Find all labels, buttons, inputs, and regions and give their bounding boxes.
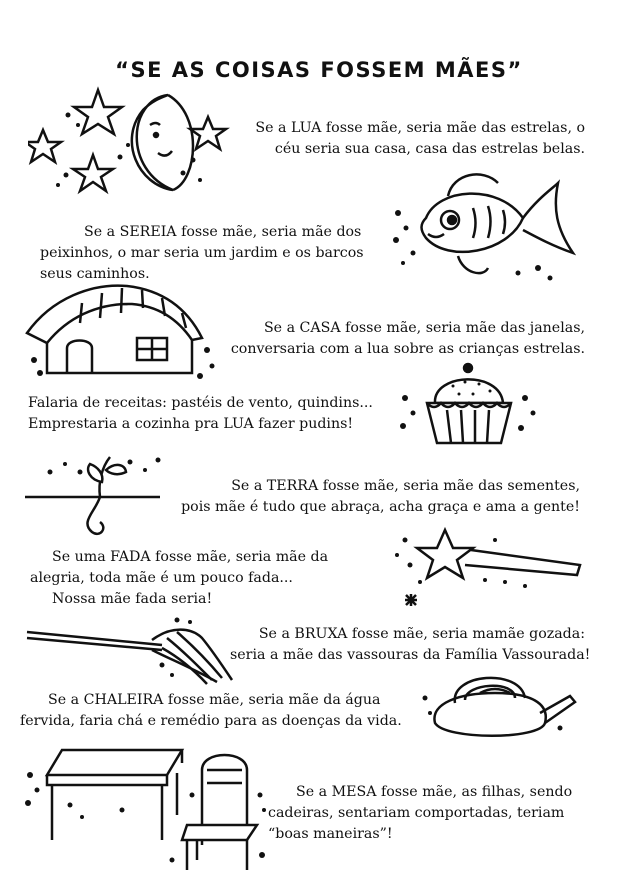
stanza-bruxa	[230, 624, 591, 666]
stanza-line: conversaria com a lua sobre as crianças estrelas.	[230, 341, 585, 357]
moon-stars-icon	[28, 85, 238, 210]
broom-icon	[22, 610, 252, 690]
stanza-line: Nossa mãe fada seria!	[52, 591, 213, 607]
stanza-line: Falaria de receitas: pastéis de vento, quindins...	[28, 395, 373, 411]
stanza-line: Se a BRUXA fosse mãe, seria mamãe gozada:	[258, 626, 585, 642]
sprout-icon	[20, 452, 170, 542]
stanza-line: Se a CASA fosse mãe, seria mãe das janelas,	[263, 320, 585, 336]
stanza-line: seus caminhos.	[40, 266, 150, 282]
stanza-line: céu seria sua casa, casa das estrelas belas.	[274, 141, 585, 157]
cupcake-icon	[395, 358, 545, 453]
stanza-chaleira	[20, 690, 430, 732]
stanza-line: peixinhos, o mar seria um jardim e os barcos	[40, 245, 364, 261]
stanza-lua	[245, 118, 585, 160]
stanza-sereia	[40, 222, 380, 285]
house-icon	[22, 278, 222, 383]
stanza-line: fervida, faria chá e remédio para as doenças da vida.	[20, 713, 402, 729]
stanza-line: alegria, toda mãe é um pouco fada...	[30, 570, 293, 586]
stanza-line: “boas maneiras”!	[268, 826, 393, 842]
stanza-casa	[200, 318, 585, 360]
stanza-fada	[30, 547, 380, 610]
table-chair-icon	[22, 735, 272, 875]
stanza-line: Se a SEREIA fosse mãe, seria mãe dos	[84, 224, 362, 240]
stanza-line: Se a LUA fosse mãe, seria mãe das estrelas, o	[255, 120, 585, 136]
stanza-line: Emprestaria a cozinha pra LUA fazer pudins!	[28, 416, 354, 432]
stanza-line: Se a MESA fosse mãe, as filhas, sendo	[296, 784, 573, 800]
stanza-receitas	[28, 393, 378, 435]
stanza-line: Se a TERRA fosse mãe, seria mãe das sementes,	[231, 478, 580, 494]
stanza-line: seria a mãe das vassouras da Família Vassourada!	[230, 647, 591, 663]
stanza-mesa	[268, 782, 588, 845]
stanza-line: Se uma FADA fosse mãe, seria mãe da	[52, 549, 329, 565]
kettle-icon	[420, 668, 580, 748]
stanza-line: pois mãe é tudo que abraça, acha graça e ama a gente!	[181, 499, 580, 515]
shooting-star-icon	[385, 520, 585, 620]
stanza-line: Se a CHALEIRA fosse mãe, seria mãe da água	[48, 692, 381, 708]
stanza-terra	[165, 476, 580, 518]
page-title: “SE AS COISAS FOSSEM MÃES”	[115, 58, 523, 82]
stanza-line: cadeiras, sentariam comportadas, teriam	[268, 805, 565, 821]
fish-icon	[388, 168, 588, 293]
